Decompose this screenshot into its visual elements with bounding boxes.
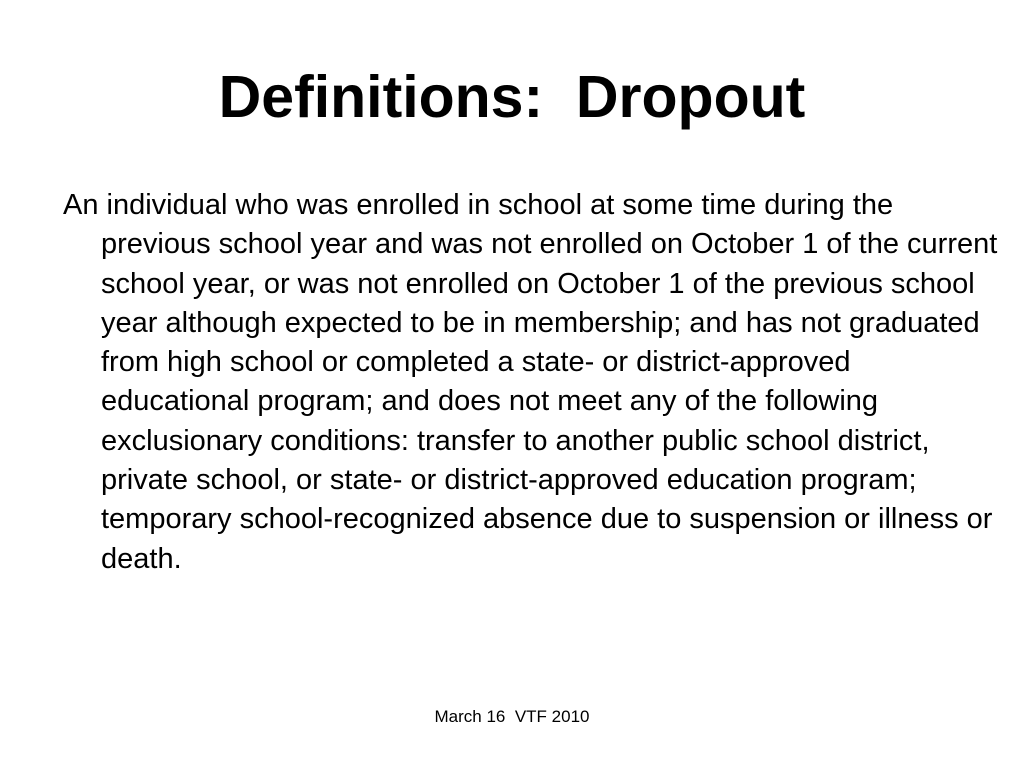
slide-title: Definitions: Dropout bbox=[218, 64, 806, 130]
definition-paragraph: An individual who was enrolled in school at some time during the previous school year and was not enrolled on October 1 of the current school year, or was not enrolled on October 1 of the previous school year although expected to be in membership; and has not graduated from high school or completed a state- or district-approved educational program; and does not meet any of the following exclusionary conditions: transfer to another public school district, private school, or state- or district-approved education program; temporary school-recognized absence due to suspension or illness or death. bbox=[63, 189, 998, 575]
slide-footer: March 16 VTF 2010 bbox=[434, 707, 590, 726]
